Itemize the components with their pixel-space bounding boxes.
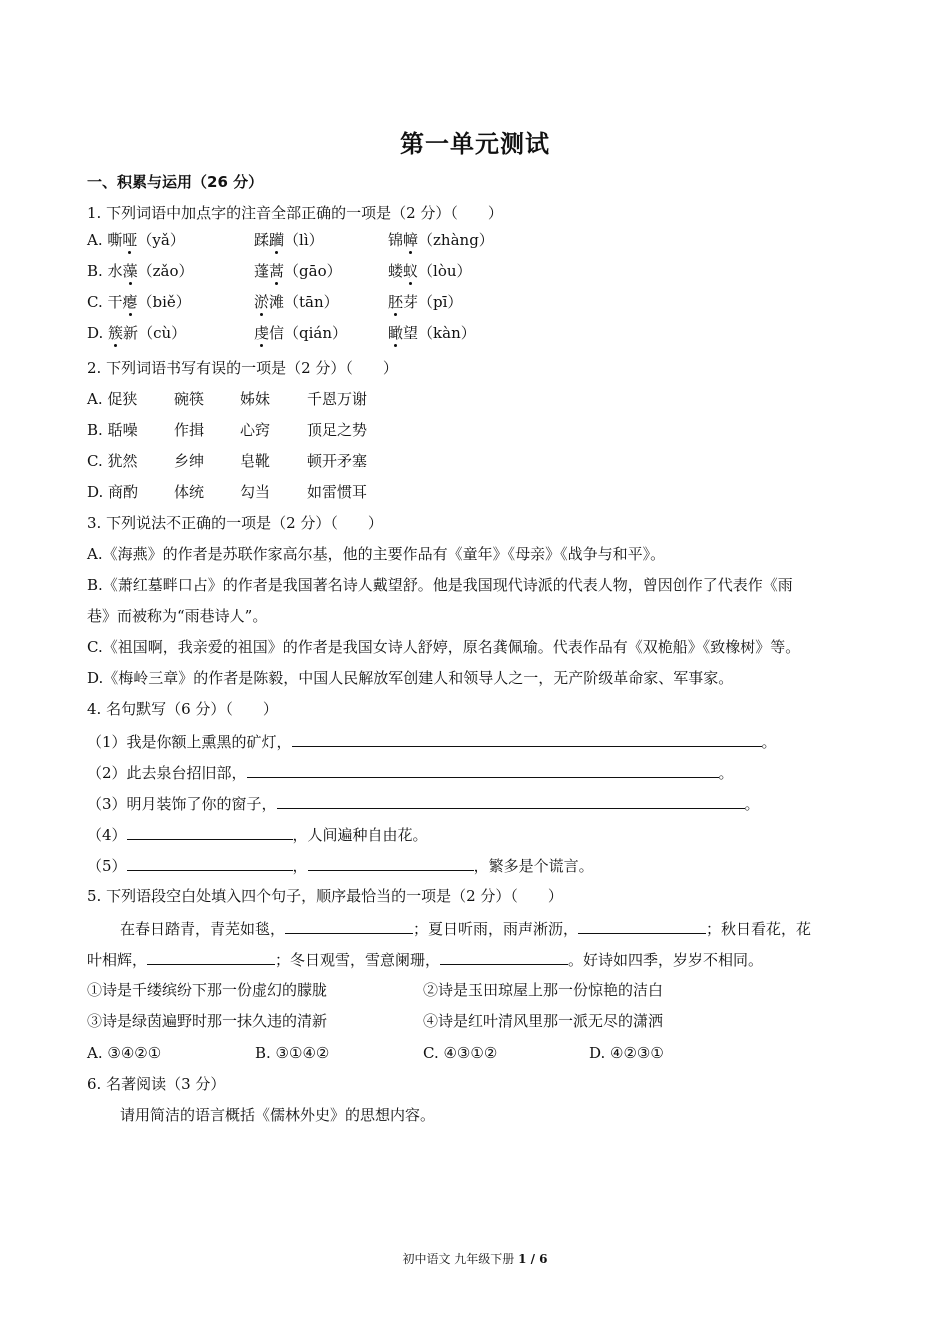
question-3-option-d: D.《梅岭三章》的作者是陈毅，中国人民解放军创建人和领导人之一，无产阶级革命家、军事家。 [87, 669, 734, 687]
question-6-prompt: 请用简洁的语言概括《儒林外史》的思想内容。 [120, 1106, 436, 1124]
answer-blank[interactable] [127, 824, 293, 840]
option-word: 顿开矛塞 [307, 452, 368, 470]
option-word: 顶足之势 [307, 421, 368, 439]
answer-blank[interactable] [147, 949, 275, 965]
option-word: C. 犹然 [87, 452, 138, 470]
question-5-stem: 5. 下列语段空白处填入四个句子，顺序最恰当的一项是（2 分）（ ） [87, 887, 563, 905]
answer-blank[interactable] [277, 793, 745, 809]
option-d[interactable]: D. ④②③① [589, 1044, 664, 1062]
question-3-option-a: A.《海燕》的作者是苏联作家高尔基，他的主要作品有《童年》《母亲》《战争与和平》。 [87, 545, 666, 563]
option-word: 姊妹 [240, 390, 271, 408]
answer-blank[interactable] [440, 949, 568, 965]
pinyin-word: 蝼蚁（lòu） [388, 262, 472, 280]
pinyin-word: D. 簇新（cù） [87, 324, 187, 342]
answer-blank[interactable] [578, 918, 706, 934]
pinyin-word: 蹂躏（lì） [254, 231, 324, 249]
pinyin-word: 瞰望（kàn） [388, 324, 476, 342]
option-c[interactable]: C. ④③①② [423, 1044, 498, 1062]
question-3-stem: 3. 下列说法不正确的一项是（2 分）（ ） [87, 514, 383, 532]
section-heading: 一、积累与运用（26 分） [87, 173, 264, 191]
option-a[interactable]: A. ③④②① [87, 1044, 162, 1062]
pinyin-word: 锦幛（zhàng） [388, 231, 494, 249]
option-word: 作揖 [174, 421, 205, 439]
question-4-stem: 4. 名句默写（6 分）（ ） [87, 700, 278, 718]
option-word: 体统 [174, 483, 205, 501]
question-5-passage-line-1: 在春日踏青，青芜如毯， ；夏日听雨，雨声淅沥， ；秋日看花，花 [120, 920, 812, 938]
answer-blank[interactable] [292, 731, 762, 747]
fill-line-5: （5） ， ，繁多是个谎言。 [87, 857, 594, 875]
option-word: A. 促狭 [87, 390, 138, 408]
option-word: D. 商酌 [87, 483, 139, 501]
pinyin-word: C. 干瘪（biě） [87, 293, 191, 311]
option-word: B. 聒噪 [87, 421, 138, 439]
fill-line-4: （4） ，人间遍种自由花。 [87, 826, 428, 844]
question-3-option-b-cont: 巷》而被称为“雨巷诗人”。 [87, 607, 268, 625]
answer-blank[interactable] [285, 918, 413, 934]
page-title: 第一单元测试 [400, 130, 550, 158]
pinyin-word: 胚芽（pī） [388, 293, 463, 311]
question-3-option-b: B.《萧红墓畔口占》的作者是我国著名诗人戴望舒。他是我国现代诗派的代表人物，曾因创作了代表作《雨 [87, 576, 793, 594]
answer-blank[interactable] [247, 762, 719, 778]
option-b[interactable]: B. ③①④② [255, 1044, 330, 1062]
option-word: 勾当 [240, 483, 271, 501]
pinyin-word: B. 水藻（zǎo） [87, 262, 194, 280]
answer-blank[interactable] [127, 855, 293, 871]
page-number: 1 / 6 [518, 1252, 548, 1266]
option-word: 碗筷 [174, 390, 205, 408]
page-footer: 初中语文 九年级下册 1 / 6 [402, 1252, 548, 1266]
pinyin-word: 淤滩（tān） [254, 293, 339, 311]
question-3-option-c: C.《祖国啊，我亲爱的祖国》的作者是我国女诗人舒婷，原名龚佩瑜。代表作品有《双桅船》《致橡树》等。 [87, 638, 801, 656]
option-word: 如雷惯耳 [307, 483, 368, 501]
option-word: 皂靴 [240, 452, 271, 470]
option-word: 心窍 [240, 421, 271, 439]
question-6-stem: 6. 名著阅读（3 分） [87, 1075, 226, 1093]
pinyin-word: 蓬蒿（gāo） [254, 262, 342, 280]
pinyin-word: A. 嘶哑（yǎ） [87, 231, 185, 249]
question-1-stem: 1. 下列词语中加点字的注音全部正确的一项是（2 分）（ ） [87, 204, 503, 222]
option-word: 乡绅 [174, 452, 205, 470]
option-word: 千恩万谢 [307, 390, 368, 408]
fill-line-1: （1）我是你额上熏黑的矿灯， 。 [87, 733, 777, 751]
answer-blank[interactable] [308, 855, 474, 871]
fill-line-3: （3）明月装饰了你的窗子， 。 [87, 795, 760, 813]
question-2-stem: 2. 下列词语书写有误的一项是（2 分）（ ） [87, 359, 398, 377]
question-5-passage-line-2: 叶相辉， ；冬日观雪，雪意阑珊， 。好诗如四季，岁岁不相同。 [87, 951, 764, 969]
pinyin-word: 虔信（qián） [254, 324, 348, 342]
fill-line-2: （2）此去泉台招旧部， 。 [87, 764, 734, 782]
